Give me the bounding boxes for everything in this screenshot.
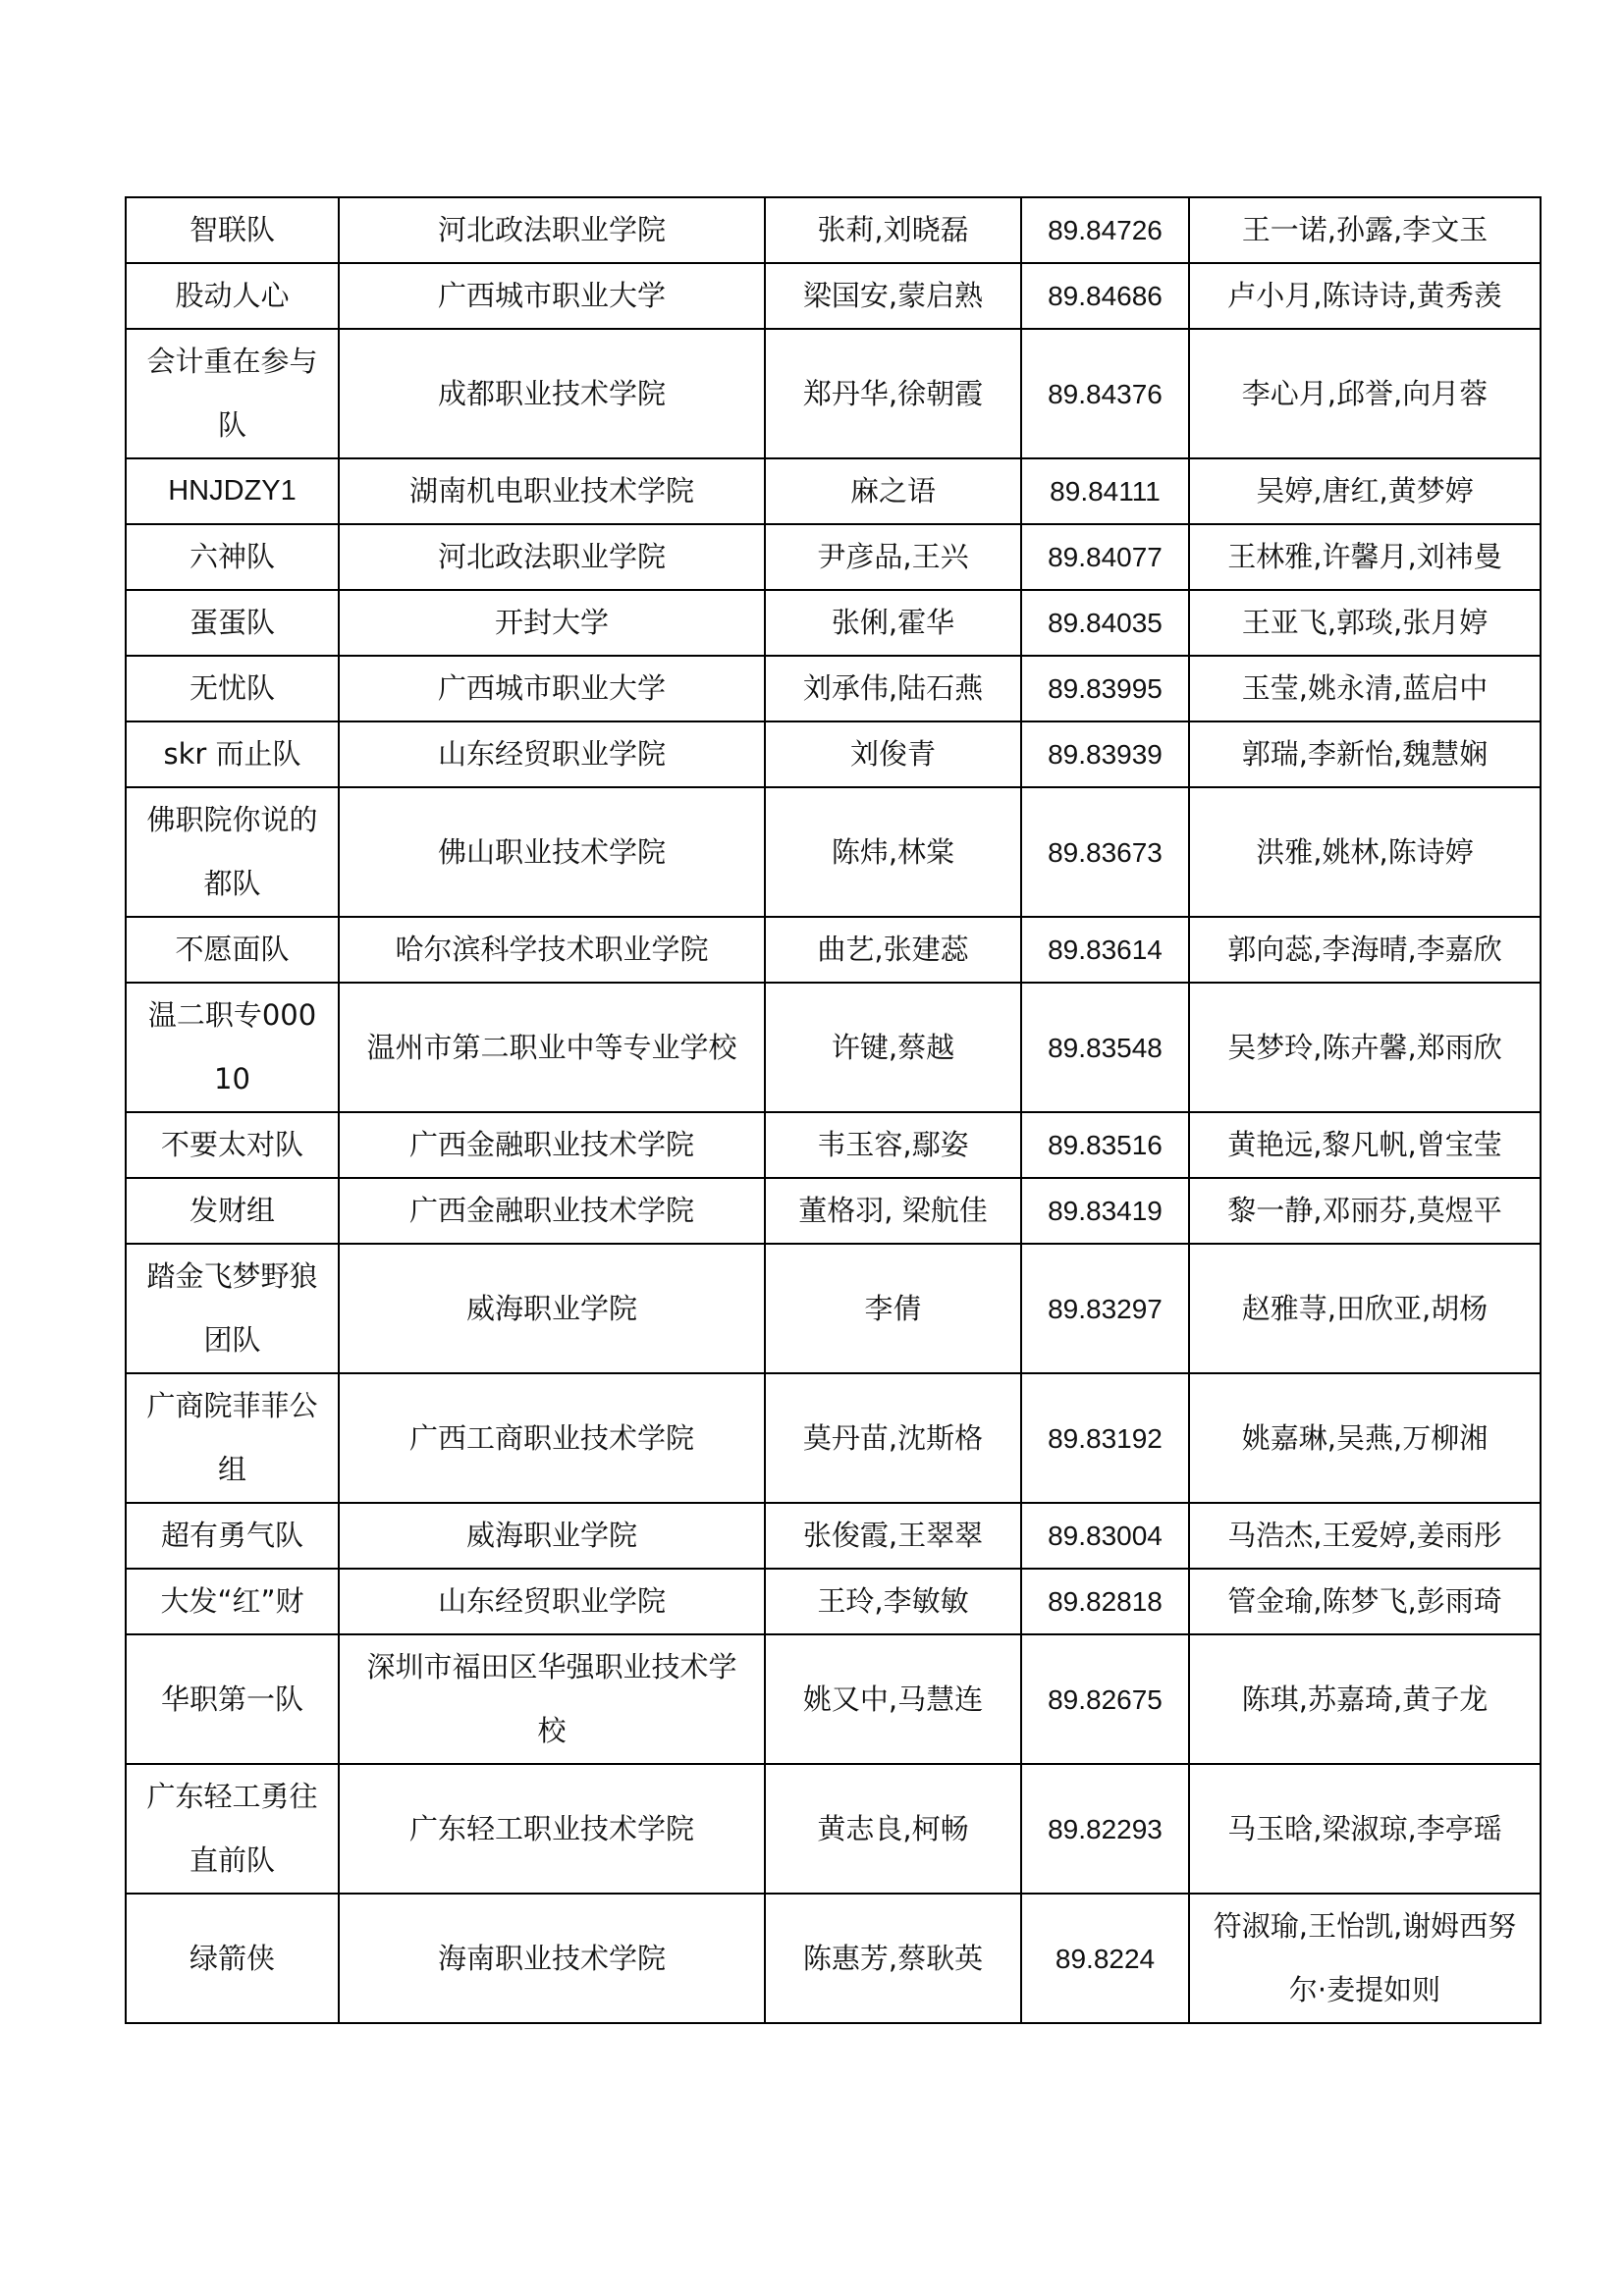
- table-row: [126, 721, 1541, 787]
- members-cell: 马玉晗,梁淑琼,李亭瑶: [1189, 1764, 1541, 1894]
- team-name-cell: 广商院菲菲公组: [126, 1373, 339, 1503]
- team-name-cell: 不愿面队: [126, 917, 339, 983]
- school-cell: 威海职业学院: [339, 1244, 765, 1373]
- table-row: [126, 458, 1541, 524]
- members-cell: 符淑瑜,王怡凯,谢姆西努尔·麦提如则: [1189, 1894, 1541, 2023]
- score-cell: 89.82818: [1021, 1569, 1189, 1634]
- score-cell: 89.84111: [1021, 458, 1189, 524]
- score-cell: 89.83004: [1021, 1503, 1189, 1569]
- score-cell: 89.83548: [1021, 983, 1189, 1112]
- members-cell: 郭向蕊,李海晴,李嘉欣: [1189, 917, 1541, 983]
- members-cell: 姚嘉琳,吴燕,万柳湘: [1189, 1373, 1541, 1503]
- team-name-cell: 超有勇气队: [126, 1503, 339, 1569]
- school-cell: 广西城市职业大学: [339, 263, 765, 329]
- score-cell: 89.82293: [1021, 1764, 1189, 1894]
- members-cell: 洪雅,姚林,陈诗婷: [1189, 787, 1541, 917]
- table-row: [126, 524, 1541, 590]
- team-name-cell: 踏金飞梦野狼团队: [126, 1244, 339, 1373]
- advisor-cell: 曲艺,张建蕊: [765, 917, 1021, 983]
- advisor-cell: 梁国安,蒙启熟: [765, 263, 1021, 329]
- advisor-cell: 张莉,刘晓磊: [765, 197, 1021, 263]
- advisor-cell: 李倩: [765, 1244, 1021, 1373]
- score-cell: 89.84035: [1021, 590, 1189, 656]
- team-name-cell: 大发“红”财: [126, 1569, 339, 1634]
- team-name-cell: 温二职专00010: [126, 983, 339, 1112]
- school-cell: 温州市第二职业中等专业学校: [339, 983, 765, 1112]
- table-row: [126, 590, 1541, 656]
- school-cell: 深圳市福田区华强职业技术学校: [339, 1634, 765, 1764]
- school-cell: 广东轻工职业技术学院: [339, 1764, 765, 1894]
- advisor-cell: 莫丹苗,沈斯格: [765, 1373, 1021, 1503]
- advisor-cell: 郑丹华,徐朝霞: [765, 329, 1021, 458]
- school-cell: 广西城市职业大学: [339, 656, 765, 721]
- score-cell: 89.83939: [1021, 721, 1189, 787]
- score-cell: 89.84686: [1021, 263, 1189, 329]
- advisor-cell: 王玲,李敏敏: [765, 1569, 1021, 1634]
- table-row: [126, 1244, 1541, 1373]
- school-cell: 海南职业技术学院: [339, 1894, 765, 2023]
- table-row: [126, 787, 1541, 917]
- team-name-cell: 不要太对队: [126, 1112, 339, 1178]
- table-row: [126, 329, 1541, 458]
- advisor-cell: 尹彦品,王兴: [765, 524, 1021, 590]
- members-cell: 管金瑜,陈梦飞,彭雨琦: [1189, 1569, 1541, 1634]
- score-cell: 89.83995: [1021, 656, 1189, 721]
- team-name-cell: 六神队: [126, 524, 339, 590]
- advisor-cell: 董格羽, 梁航佳: [765, 1178, 1021, 1244]
- table-row: [126, 197, 1541, 263]
- members-cell: 王一诺,孙露,李文玉: [1189, 197, 1541, 263]
- advisor-cell: 麻之语: [765, 458, 1021, 524]
- school-cell: 广西金融职业技术学院: [339, 1178, 765, 1244]
- members-cell: 卢小月,陈诗诗,黄秀羡: [1189, 263, 1541, 329]
- score-cell: 89.83297: [1021, 1244, 1189, 1373]
- team-name-cell: 会计重在参与队: [126, 329, 339, 458]
- advisor-cell: 韦玉容,鄢姿: [765, 1112, 1021, 1178]
- school-cell: 哈尔滨科学技术职业学院: [339, 917, 765, 983]
- team-name-cell: 绿箭侠: [126, 1894, 339, 2023]
- members-cell: 王亚飞,郭琰,张月婷: [1189, 590, 1541, 656]
- members-cell: 吴梦玲,陈卉馨,郑雨欣: [1189, 983, 1541, 1112]
- members-cell: 黄艳远,黎凡帆,曾宝莹: [1189, 1112, 1541, 1178]
- score-cell: 89.84376: [1021, 329, 1189, 458]
- results-table-body: [126, 197, 1541, 2023]
- table-row: [126, 1373, 1541, 1503]
- team-name-cell: 广东轻工勇往直前队: [126, 1764, 339, 1894]
- team-name-cell: 股动人心: [126, 263, 339, 329]
- score-cell: 89.83614: [1021, 917, 1189, 983]
- team-name-cell: HNJDZY1: [126, 458, 339, 524]
- members-cell: 郭瑞,李新怡,魏慧娴: [1189, 721, 1541, 787]
- advisor-cell: 黄志良,柯畅: [765, 1764, 1021, 1894]
- members-cell: 李心月,邱誉,向月蓉: [1189, 329, 1541, 458]
- score-cell: 89.83516: [1021, 1112, 1189, 1178]
- score-cell: 89.8224: [1021, 1894, 1189, 2023]
- school-cell: 成都职业技术学院: [339, 329, 765, 458]
- team-name-cell: skr 而止队: [126, 721, 339, 787]
- members-cell: 吴婷,唐红,黄梦婷: [1189, 458, 1541, 524]
- score-cell: 89.83673: [1021, 787, 1189, 917]
- school-cell: 威海职业学院: [339, 1503, 765, 1569]
- school-cell: 山东经贸职业学院: [339, 721, 765, 787]
- advisor-cell: 张俊霞,王翠翠: [765, 1503, 1021, 1569]
- table-row: [126, 263, 1541, 329]
- school-cell: 开封大学: [339, 590, 765, 656]
- table-row: [126, 1634, 1541, 1764]
- advisor-cell: 许键,蔡越: [765, 983, 1021, 1112]
- table-row: [126, 917, 1541, 983]
- advisor-cell: 张俐,霍华: [765, 590, 1021, 656]
- advisor-cell: 姚又中,马慧连: [765, 1634, 1021, 1764]
- score-cell: 89.84077: [1021, 524, 1189, 590]
- table-row: [126, 1503, 1541, 1569]
- members-cell: 赵雅荨,田欣亚,胡杨: [1189, 1244, 1541, 1373]
- school-cell: 山东经贸职业学院: [339, 1569, 765, 1634]
- team-name-cell: 佛职院你说的都队: [126, 787, 339, 917]
- score-cell: 89.83419: [1021, 1178, 1189, 1244]
- results-table: [125, 196, 1542, 2024]
- table-row: [126, 1894, 1541, 2023]
- team-name-cell: 蛋蛋队: [126, 590, 339, 656]
- table-row: [126, 1178, 1541, 1244]
- members-cell: 黎一静,邓丽芬,莫煜平: [1189, 1178, 1541, 1244]
- score-cell: 89.83192: [1021, 1373, 1189, 1503]
- table-row: [126, 983, 1541, 1112]
- team-name-cell: 无忧队: [126, 656, 339, 721]
- advisor-cell: 刘承伟,陆石燕: [765, 656, 1021, 721]
- score-cell: 89.84726: [1021, 197, 1189, 263]
- team-name-cell: 华职第一队: [126, 1634, 339, 1764]
- advisor-cell: 陈惠芳,蔡耿英: [765, 1894, 1021, 2023]
- table-row: [126, 1112, 1541, 1178]
- team-name-cell: 发财组: [126, 1178, 339, 1244]
- score-cell: 89.82675: [1021, 1634, 1189, 1764]
- school-cell: 佛山职业技术学院: [339, 787, 765, 917]
- members-cell: 王林雅,许馨月,刘祎曼: [1189, 524, 1541, 590]
- school-cell: 河北政法职业学院: [339, 524, 765, 590]
- table-row: [126, 1569, 1541, 1634]
- school-cell: 广西工商职业技术学院: [339, 1373, 765, 1503]
- members-cell: 陈琪,苏嘉琦,黄子龙: [1189, 1634, 1541, 1764]
- school-cell: 河北政法职业学院: [339, 197, 765, 263]
- members-cell: 玉莹,姚永清,蓝启中: [1189, 656, 1541, 721]
- team-name-cell: 智联队: [126, 197, 339, 263]
- advisor-cell: 陈炜,林棠: [765, 787, 1021, 917]
- school-cell: 广西金融职业技术学院: [339, 1112, 765, 1178]
- table-row: [126, 1764, 1541, 1894]
- advisor-cell: 刘俊青: [765, 721, 1021, 787]
- members-cell: 马浩杰,王爱婷,姜雨彤: [1189, 1503, 1541, 1569]
- table-row: [126, 656, 1541, 721]
- school-cell: 湖南机电职业技术学院: [339, 458, 765, 524]
